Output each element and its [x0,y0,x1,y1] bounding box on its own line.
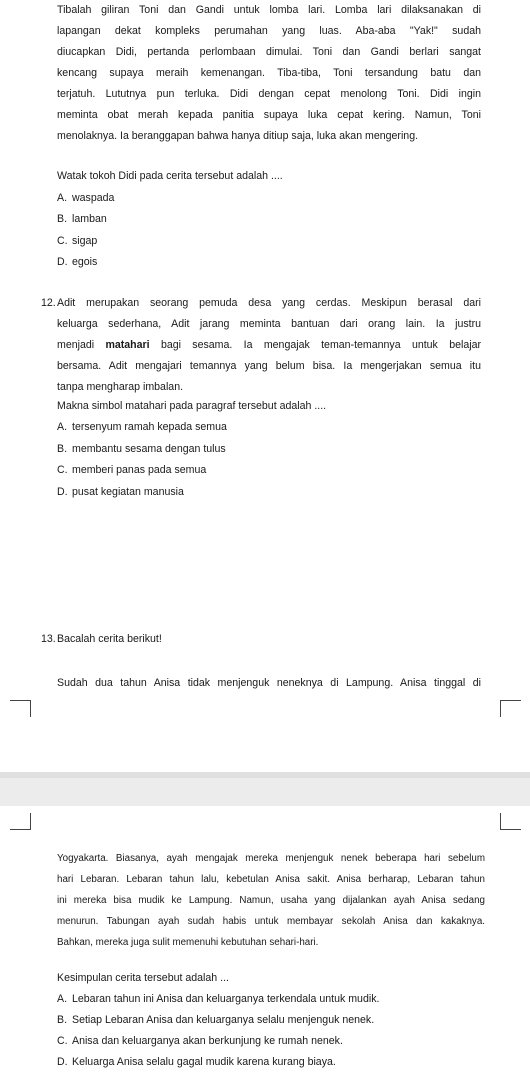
question-12-stem: Makna simbol matahari pada paragraf tersebut adalah .... [57,400,327,412]
option-12d[interactable] [57,486,184,498]
option-letter: A. [57,993,68,1005]
option-11a[interactable] [57,192,114,204]
option-letter: A. [57,192,68,204]
option-text: Lebaran tahun ini Anisa dan keluarganya terkendala untuk mudik. [72,993,380,1005]
option-text: Keluarga Anisa selalu gagal mudik karena kurang biaya. [72,1056,336,1068]
passage-line [57,335,481,356]
passage-q13-start [57,673,481,694]
option-letter: A. [57,421,68,433]
question-13-stem: Kesimpulan cerita tersebut adalah ... [57,972,229,984]
question-13-number: 13. [41,633,56,645]
crop-mark [10,813,31,830]
option-letter: C. [57,1035,68,1047]
question-12-number: 12. [41,297,56,309]
option-13b[interactable] [57,1014,374,1026]
question-13-intro: Bacalah cerita berikut! [57,633,162,645]
page-gap-strip [0,772,530,778]
text-run: menjadi [57,339,106,351]
passage-line: menurun. Tabungan ayah sudah habis untuk membayar sekolah Anisa dan kakaknya. [57,916,485,927]
page-bottom [0,806,530,1074]
option-text: sigap [72,235,98,247]
option-letter: D. [57,1056,68,1068]
option-12b[interactable] [57,443,226,455]
passage-line: diucapkan Didi, pertanda perlombaan dimulai. Toni dan Gandi berlari sangat [57,46,481,58]
keyword-matahari: matahari [105,339,150,351]
option-text: lamban [72,213,107,225]
crop-mark [10,700,31,717]
option-text: membantu sesama dengan tulus [72,443,226,455]
option-letter: B. [57,1014,68,1026]
option-13c[interactable] [57,1035,343,1047]
passage-q12 [57,293,481,398]
option-text: tersenyum ramah kepada semua [72,421,227,433]
option-11b[interactable] [57,213,107,225]
option-12a[interactable] [57,421,227,433]
passage-q13-cont [57,848,485,953]
passage-line: menolaknya. Ia beranggapan bahwa hanya ditiup saja, luka akan mengering. [57,130,419,142]
crop-mark [500,813,521,830]
option-letter: C. [57,235,68,247]
passage-line: keluarga sederhana, Adit jarang meminta bantuan dari orang lain. Ia justru [57,318,481,330]
page-gap [0,772,530,806]
option-text: pusat kegiatan manusia [72,486,184,498]
passage-line: Tibalah giliran Toni dan Gandi untuk lomba lari. Lomba lari dilaksanakan di [57,4,481,16]
passage-line: kencang supaya meraih kemenangan. Tiba-tiba, Toni tersandung batu dan [57,67,481,79]
passage-q11 [57,0,481,147]
passage-line: Bahkan, mereka juga sulit memenuhi kebutuhan sehari-hari. [57,937,319,948]
passage-line: meminta obat merah kepada panitia supaya luka cepat kering. Namun, Toni [57,109,481,121]
option-letter: B. [57,443,68,455]
option-text: memberi panas pada semua [72,464,207,476]
passage-line: hari Lebaran. Lebaran tahun lalu, kebetulan Anisa sakit. Anisa berharap, Lebaran tahun [57,874,485,885]
option-11c[interactable] [57,235,97,247]
passage-line: tanpa mengharap imbalan. [57,381,184,393]
passage-line: Yogyakarta. Biasanya, ayah mengajak mereka menjenguk nenek beberapa hari sebelum [57,853,485,864]
option-letter: D. [57,486,68,498]
option-text: Setiap Lebaran Anisa dan keluarganya selalu menjenguk nenek. [72,1014,375,1026]
text-run: bagi sesama. Ia mengajak teman-temannya untuk belajar [149,339,481,351]
passage-line: Adit merupakan seorang pemuda desa yang cerdas. Meskipun berasal dari [57,297,481,309]
option-letter: C. [57,464,68,476]
option-13a[interactable] [57,993,379,1005]
passage-line: ini mereka bisa mudik ke Lampung. Namun, usaha yang dijalankan ayah Anisa sedang [57,895,485,906]
option-letter: D. [57,256,68,268]
option-text: egois [72,256,98,268]
passage-line: Sudah dua tahun Anisa tidak menjenguk neneknya di Lampung. Anisa tinggal di [57,677,481,689]
option-letter: B. [57,213,68,225]
passage-line: terjatuh. Lututnya pun terluka. Didi dengan cepat menolong Toni. Didi ingin [57,88,481,100]
passage-line: bersama. Adit mengajari temannya yang belum bisa. Ia mengerjakan semua itu [57,360,481,372]
crop-mark [500,700,521,717]
option-13d[interactable] [57,1056,336,1068]
option-text: Anisa dan keluarganya akan berkunjung ke rumah nenek. [72,1035,343,1047]
passage-line: lapangan dekat kompleks perumahan yang luas. Aba-aba "Yak!" sudah [57,25,481,37]
option-11d[interactable] [57,256,97,268]
option-text: waspada [72,192,115,204]
option-12c[interactable] [57,464,206,476]
question-11-stem: Watak tokoh Didi pada cerita tersebut adalah .... [57,170,283,182]
